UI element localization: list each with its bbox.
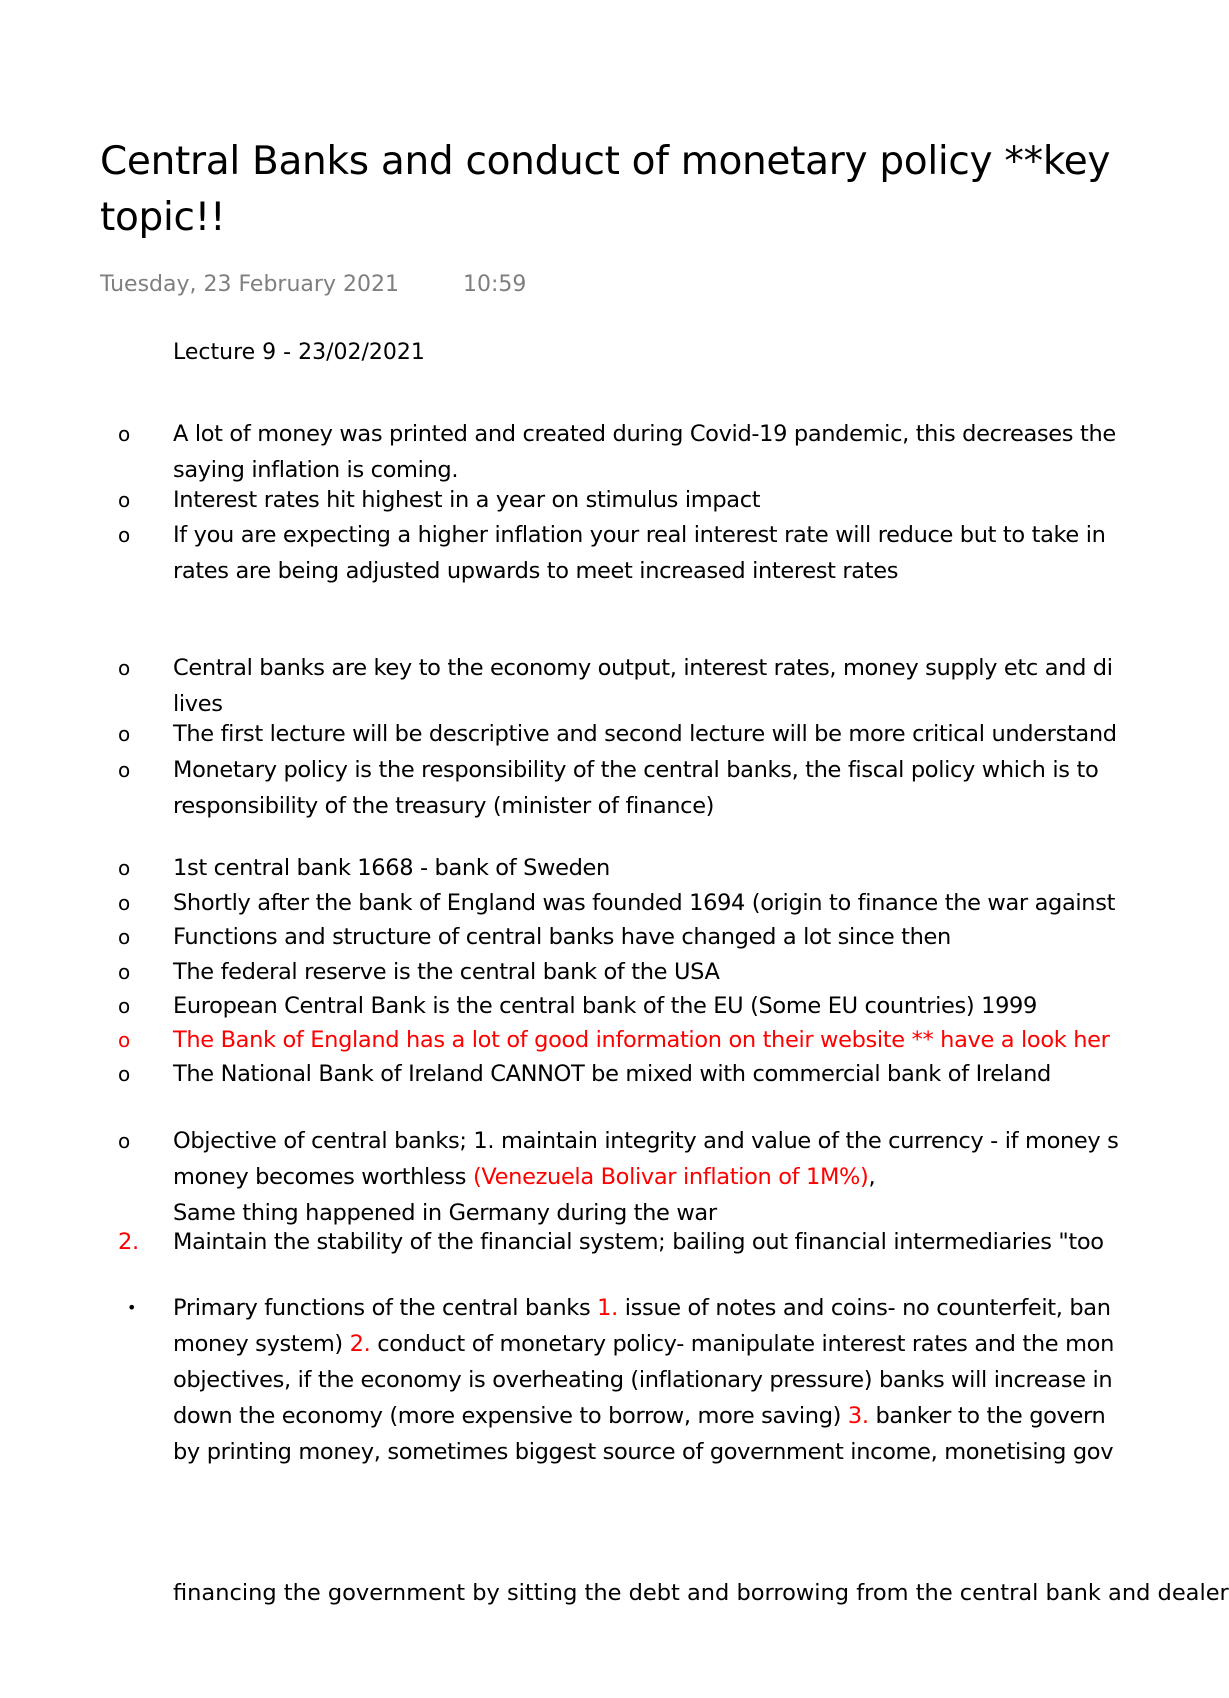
text-run: conduct of monetary policy- manipulate interest rates and the mon <box>370 1331 1114 1357</box>
list-item-text: The federal reserve is the central bank of the USA <box>173 959 720 985</box>
text-run: banker to the govern <box>868 1403 1106 1429</box>
list-item-text: Monetary policy is the responsibility of the central banks, the fiscal policy which is to <box>173 757 1099 783</box>
list-item-text: saying inflation is coming. <box>173 457 459 483</box>
note-date: Tuesday, 23 February 2021 <box>100 272 399 297</box>
list-item-text <box>173 1326 1114 1362</box>
note-timestamp <box>100 270 526 300</box>
number-marker: 2. <box>349 1331 371 1357</box>
text-run: money becomes worthless <box>173 1164 473 1190</box>
list-item-text: responsibility of the treasury (minister of finance) <box>173 793 715 819</box>
cut-off-text-line: financing the government by sitting the debt and borrowing from the central bank and dealer <box>173 1580 1229 1606</box>
list-item-text: The first lecture will be descriptive and second lecture will be more critical understand <box>173 721 1117 747</box>
list-item-text: European Central Bank is the central bank of the EU (Some EU countries) 1999 <box>173 993 1037 1019</box>
text-run: money system) <box>173 1331 350 1357</box>
list-item-text: 1st central bank 1668 - bank of Sweden <box>173 855 610 881</box>
title-line-2: topic!! <box>100 195 226 240</box>
list-item-text: A lot of money was printed and created during Covid-19 pandemic, this decreases the <box>173 421 1116 447</box>
number-marker: 2. <box>118 1229 139 1255</box>
circle-bullet-icon: o <box>118 422 130 446</box>
list-item-text: If you are expecting a higher inflation your real interest rate will reduce but to take in <box>173 522 1106 548</box>
list-item-text: rates are being adjusted upwards to meet increased interest rates <box>173 558 899 584</box>
circle-bullet-icon: o <box>118 758 130 782</box>
list-item-text: Central banks are key to the economy output, interest rates, money supply etc and di <box>173 655 1113 681</box>
number-marker: 3. <box>847 1403 869 1429</box>
list-item-text: Functions and structure of central banks have changed a lot since then <box>173 924 951 950</box>
highlight-text: (Venezuela Bolivar inflation of 1M%) <box>472 1164 869 1190</box>
circle-bullet-icon: o <box>118 856 130 880</box>
circle-bullet-icon: o <box>118 925 130 949</box>
list-item-text: objectives, if the economy is overheating (inflationary pressure) banks will increase in <box>173 1367 1113 1393</box>
lecture-heading: Lecture 9 - 23/02/2021 <box>173 340 425 365</box>
list-item-text <box>173 1398 1114 1434</box>
list-item-text: Maintain the stability of the financial system; bailing out financial intermediaries "too <box>173 1229 1104 1255</box>
list-item-text <box>173 1159 1119 1195</box>
list-item-text: Interest rates hit highest in a year on stimulus impact <box>173 487 761 513</box>
circle-bullet-icon: o <box>118 994 130 1018</box>
note-time: 10:59 <box>462 272 527 297</box>
circle-bullet-icon: o <box>118 891 130 915</box>
text-run: down the economy (more expensive to borrow, more saving) <box>173 1403 848 1429</box>
circle-bullet-icon: o <box>118 656 130 680</box>
circle-bullet-icon: o <box>118 1062 130 1086</box>
list-item-text: The Bank of England has a lot of good information on their website ** have a look her <box>173 1027 1110 1053</box>
list-item-text: Shortly after the bank of England was founded 1694 (origin to finance the war against <box>173 890 1116 916</box>
list-item-text: The National Bank of Ireland CANNOT be mixed with commercial bank of Ireland <box>173 1061 1051 1087</box>
list-item-text <box>173 1290 1114 1326</box>
circle-bullet-icon: o <box>118 722 130 746</box>
circle-bullet-icon: o <box>118 960 130 984</box>
circle-bullet-icon: o <box>118 488 130 512</box>
circle-bullet-icon: o <box>118 1129 130 1153</box>
circle-bullet-icon: o <box>118 523 130 547</box>
filled-bullet-icon: • <box>127 1298 137 1317</box>
page-title <box>100 134 1110 246</box>
list-item-text: Same thing happened in Germany during the war <box>173 1200 717 1226</box>
title-line-1: Central Banks and conduct of monetary policy **key <box>100 139 1111 184</box>
circle-bullet-icon: o <box>118 1028 130 1052</box>
list-item-text: by printing money, sometimes biggest source of government income, monetising gov <box>173 1439 1114 1465</box>
list-item-text: lives <box>173 691 223 717</box>
list-item-text: Objective of central banks; 1. maintain integrity and value of the currency - if money s <box>173 1128 1119 1154</box>
text-run: issue of notes and coins- no counterfeit, ban <box>617 1295 1111 1321</box>
number-marker: 1. <box>597 1295 618 1321</box>
text-run: Primary functions of the central banks <box>173 1295 598 1321</box>
text-run: , <box>868 1164 876 1190</box>
